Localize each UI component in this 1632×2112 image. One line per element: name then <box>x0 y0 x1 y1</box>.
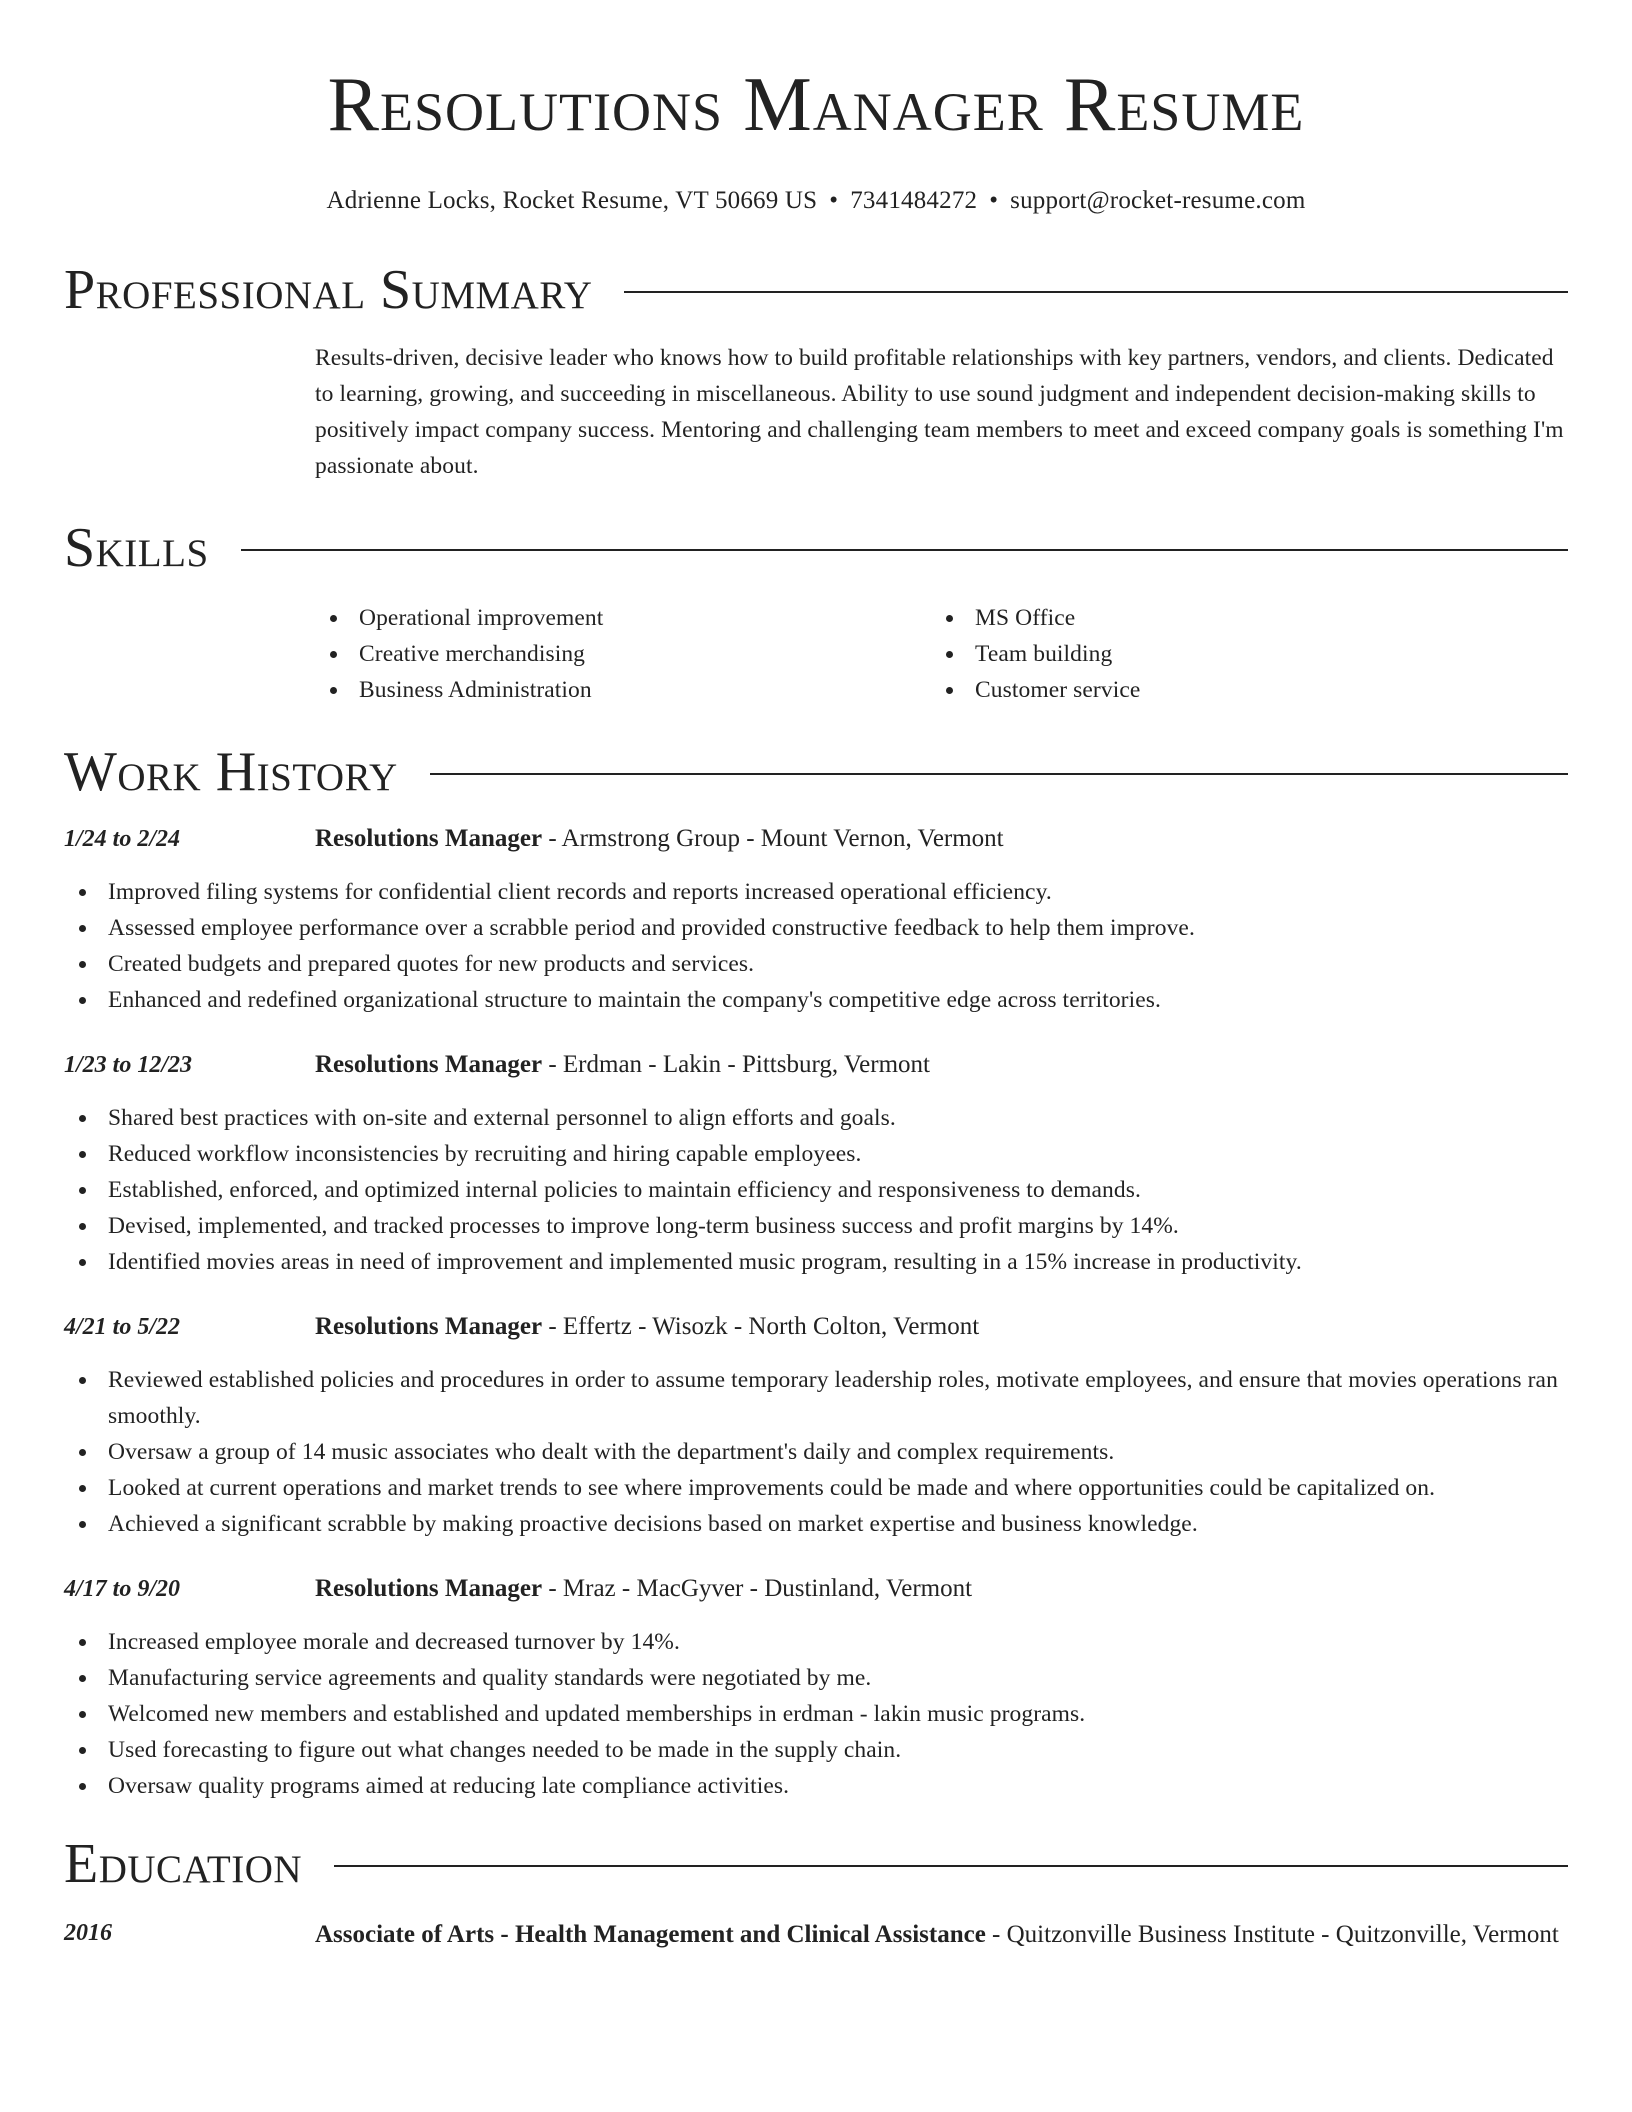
summary-section-header <box>64 260 1568 320</box>
job-bullet: Reviewed established policies and procedures in order to assume temporary leadership roles, motivate employees, and ensure that movies operations ran smoothly. <box>64 1362 1568 1434</box>
skills-column-right <box>931 600 1547 708</box>
job-dates: 1/24 to 2/24 <box>64 826 181 852</box>
job-bullet: Manufacturing service agreements and quality standards were negotiated by me. <box>64 1660 1568 1696</box>
job-bullets <box>64 874 1568 1018</box>
job-entry <box>64 1310 1568 1542</box>
job-bullet: Identified movies areas in need of improvement and implemented music program, resulting in a 15% increase in productivity. <box>64 1244 1568 1280</box>
job-title-line <box>315 1572 1568 1606</box>
job-bullet: Shared best practices with on-site and external personnel to align efforts and goals. <box>64 1100 1568 1136</box>
job-title: Resolutions Manager <box>315 1051 543 1078</box>
summary-text: Results-driven, decisive leader who knows how to build profitable relationships with key partners, vendors, and clients. Dedicated to learning, growing, and succeeding in miscellaneous. Ability to use sound judgment and independent decision-making skills to positively impact company success. Mentoring and challenging team members to meet and exceed company goals is something I'm passionate about. <box>315 345 1564 479</box>
job-entry <box>64 822 1568 1018</box>
job-bullet: Used forecasting to figure out what changes needed to be made in the supply chain. <box>64 1732 1568 1768</box>
job-bullet: Devised, implemented, and tracked processes to improve long-term business success and profit margins by 14%. <box>64 1208 1568 1244</box>
skill-item: Creative merchandising <box>315 636 931 672</box>
skills-column-left <box>315 600 931 708</box>
job-bullet: Reduced workflow inconsistencies by recruiting and hiring capable employees. <box>64 1136 1568 1172</box>
work-section-header <box>64 742 1568 802</box>
section-heading: Skills <box>64 517 209 579</box>
job-header <box>64 1310 1568 1344</box>
contact-address: Adrienne Locks, Rocket Resume, VT 50669 US <box>326 187 818 214</box>
section-divider <box>241 549 1568 551</box>
job-header <box>64 1048 1568 1082</box>
education-line <box>315 1916 1568 1954</box>
section-divider <box>334 1865 1568 1867</box>
section-heading: Professional Summary <box>64 259 593 321</box>
job-header <box>64 822 1568 856</box>
resume-title: Resolutions Manager Resume <box>327 61 1305 147</box>
job-bullets <box>64 1100 1568 1280</box>
contact-separator: • <box>989 187 999 214</box>
skill-item: Team building <box>931 636 1547 672</box>
job-dates: 1/23 to 12/23 <box>64 1052 193 1078</box>
skill-item: Business Administration <box>315 672 931 708</box>
job-bullets <box>64 1624 1568 1804</box>
skills-section-header <box>64 518 1568 578</box>
job-company: - Armstrong Group - Mount Vernon, Vermont <box>542 825 1004 852</box>
job-bullet: Established, enforced, and optimized internal policies to maintain efficiency and responsiveness to demands. <box>64 1172 1568 1208</box>
skill-item: Operational improvement <box>315 600 931 636</box>
education-degree: Associate of Arts - Health Management and Clinical Assistance <box>315 1921 986 1948</box>
job-header <box>64 1572 1568 1606</box>
section-heading: Work History <box>64 741 398 803</box>
job-entry <box>64 1572 1568 1804</box>
job-dates: 4/21 to 5/22 <box>64 1314 181 1340</box>
job-title: Resolutions Manager <box>315 1313 543 1340</box>
job-title-line <box>315 1310 1568 1344</box>
job-bullet: Welcomed new members and established and updated memberships in erdman - lakin music programs. <box>64 1696 1568 1732</box>
education-section-header <box>64 1834 1568 1894</box>
job-bullet: Enhanced and redefined organizational structure to maintain the company's competitive edge across territories. <box>64 982 1568 1018</box>
education-school: - Quitzonville Business Institute - Quitzonville, Vermont <box>985 1921 1559 1948</box>
job-company: - Erdman - Lakin - Pittsburg, Vermont <box>542 1051 930 1078</box>
job-bullet: Assessed employee performance over a scrabble period and provided constructive feedback to help them improve. <box>64 910 1568 946</box>
skill-item: MS Office <box>931 600 1547 636</box>
job-title-line <box>315 1048 1568 1082</box>
job-dates: 4/17 to 9/20 <box>64 1576 181 1602</box>
skills-list <box>315 600 1568 708</box>
contact-line <box>64 186 1568 216</box>
job-bullet: Oversaw quality programs aimed at reducing late compliance activities. <box>64 1768 1568 1804</box>
job-bullet: Increased employee morale and decreased turnover by 14%. <box>64 1624 1568 1660</box>
job-bullet: Looked at current operations and market trends to see where improvements could be made and where opportunities could be capitalized on. <box>64 1470 1568 1506</box>
job-bullet: Oversaw a group of 14 music associates who dealt with the department's daily and complex requirements. <box>64 1434 1568 1470</box>
education-year: 2016 <box>64 1920 112 1946</box>
job-company: - Effertz - Wisozk - North Colton, Vermont <box>542 1313 980 1340</box>
section-divider <box>624 291 1568 293</box>
job-bullets <box>64 1362 1568 1542</box>
education-header <box>64 1916 1568 1954</box>
skill-item: Customer service <box>931 672 1547 708</box>
contact-separator: • <box>829 187 839 214</box>
contact-email: support@rocket-resume.com <box>1010 187 1306 214</box>
job-title-line <box>315 822 1568 856</box>
contact-phone: 7341484272 <box>850 187 978 214</box>
job-bullet: Improved filing systems for confidential client records and reports increased operational efficiency. <box>64 874 1568 910</box>
job-company: - Mraz - MacGyver - Dustinland, Vermont <box>542 1575 973 1602</box>
job-title: Resolutions Manager <box>315 825 543 852</box>
job-title: Resolutions Manager <box>315 1575 543 1602</box>
job-bullet: Created budgets and prepared quotes for new products and services. <box>64 946 1568 982</box>
job-entry <box>64 1048 1568 1280</box>
job-bullet: Achieved a significant scrabble by making proactive decisions based on market expertise and business knowledge. <box>64 1506 1568 1542</box>
education-entry <box>64 1916 1568 1954</box>
section-heading: Education <box>64 1833 303 1895</box>
section-divider <box>430 773 1568 775</box>
